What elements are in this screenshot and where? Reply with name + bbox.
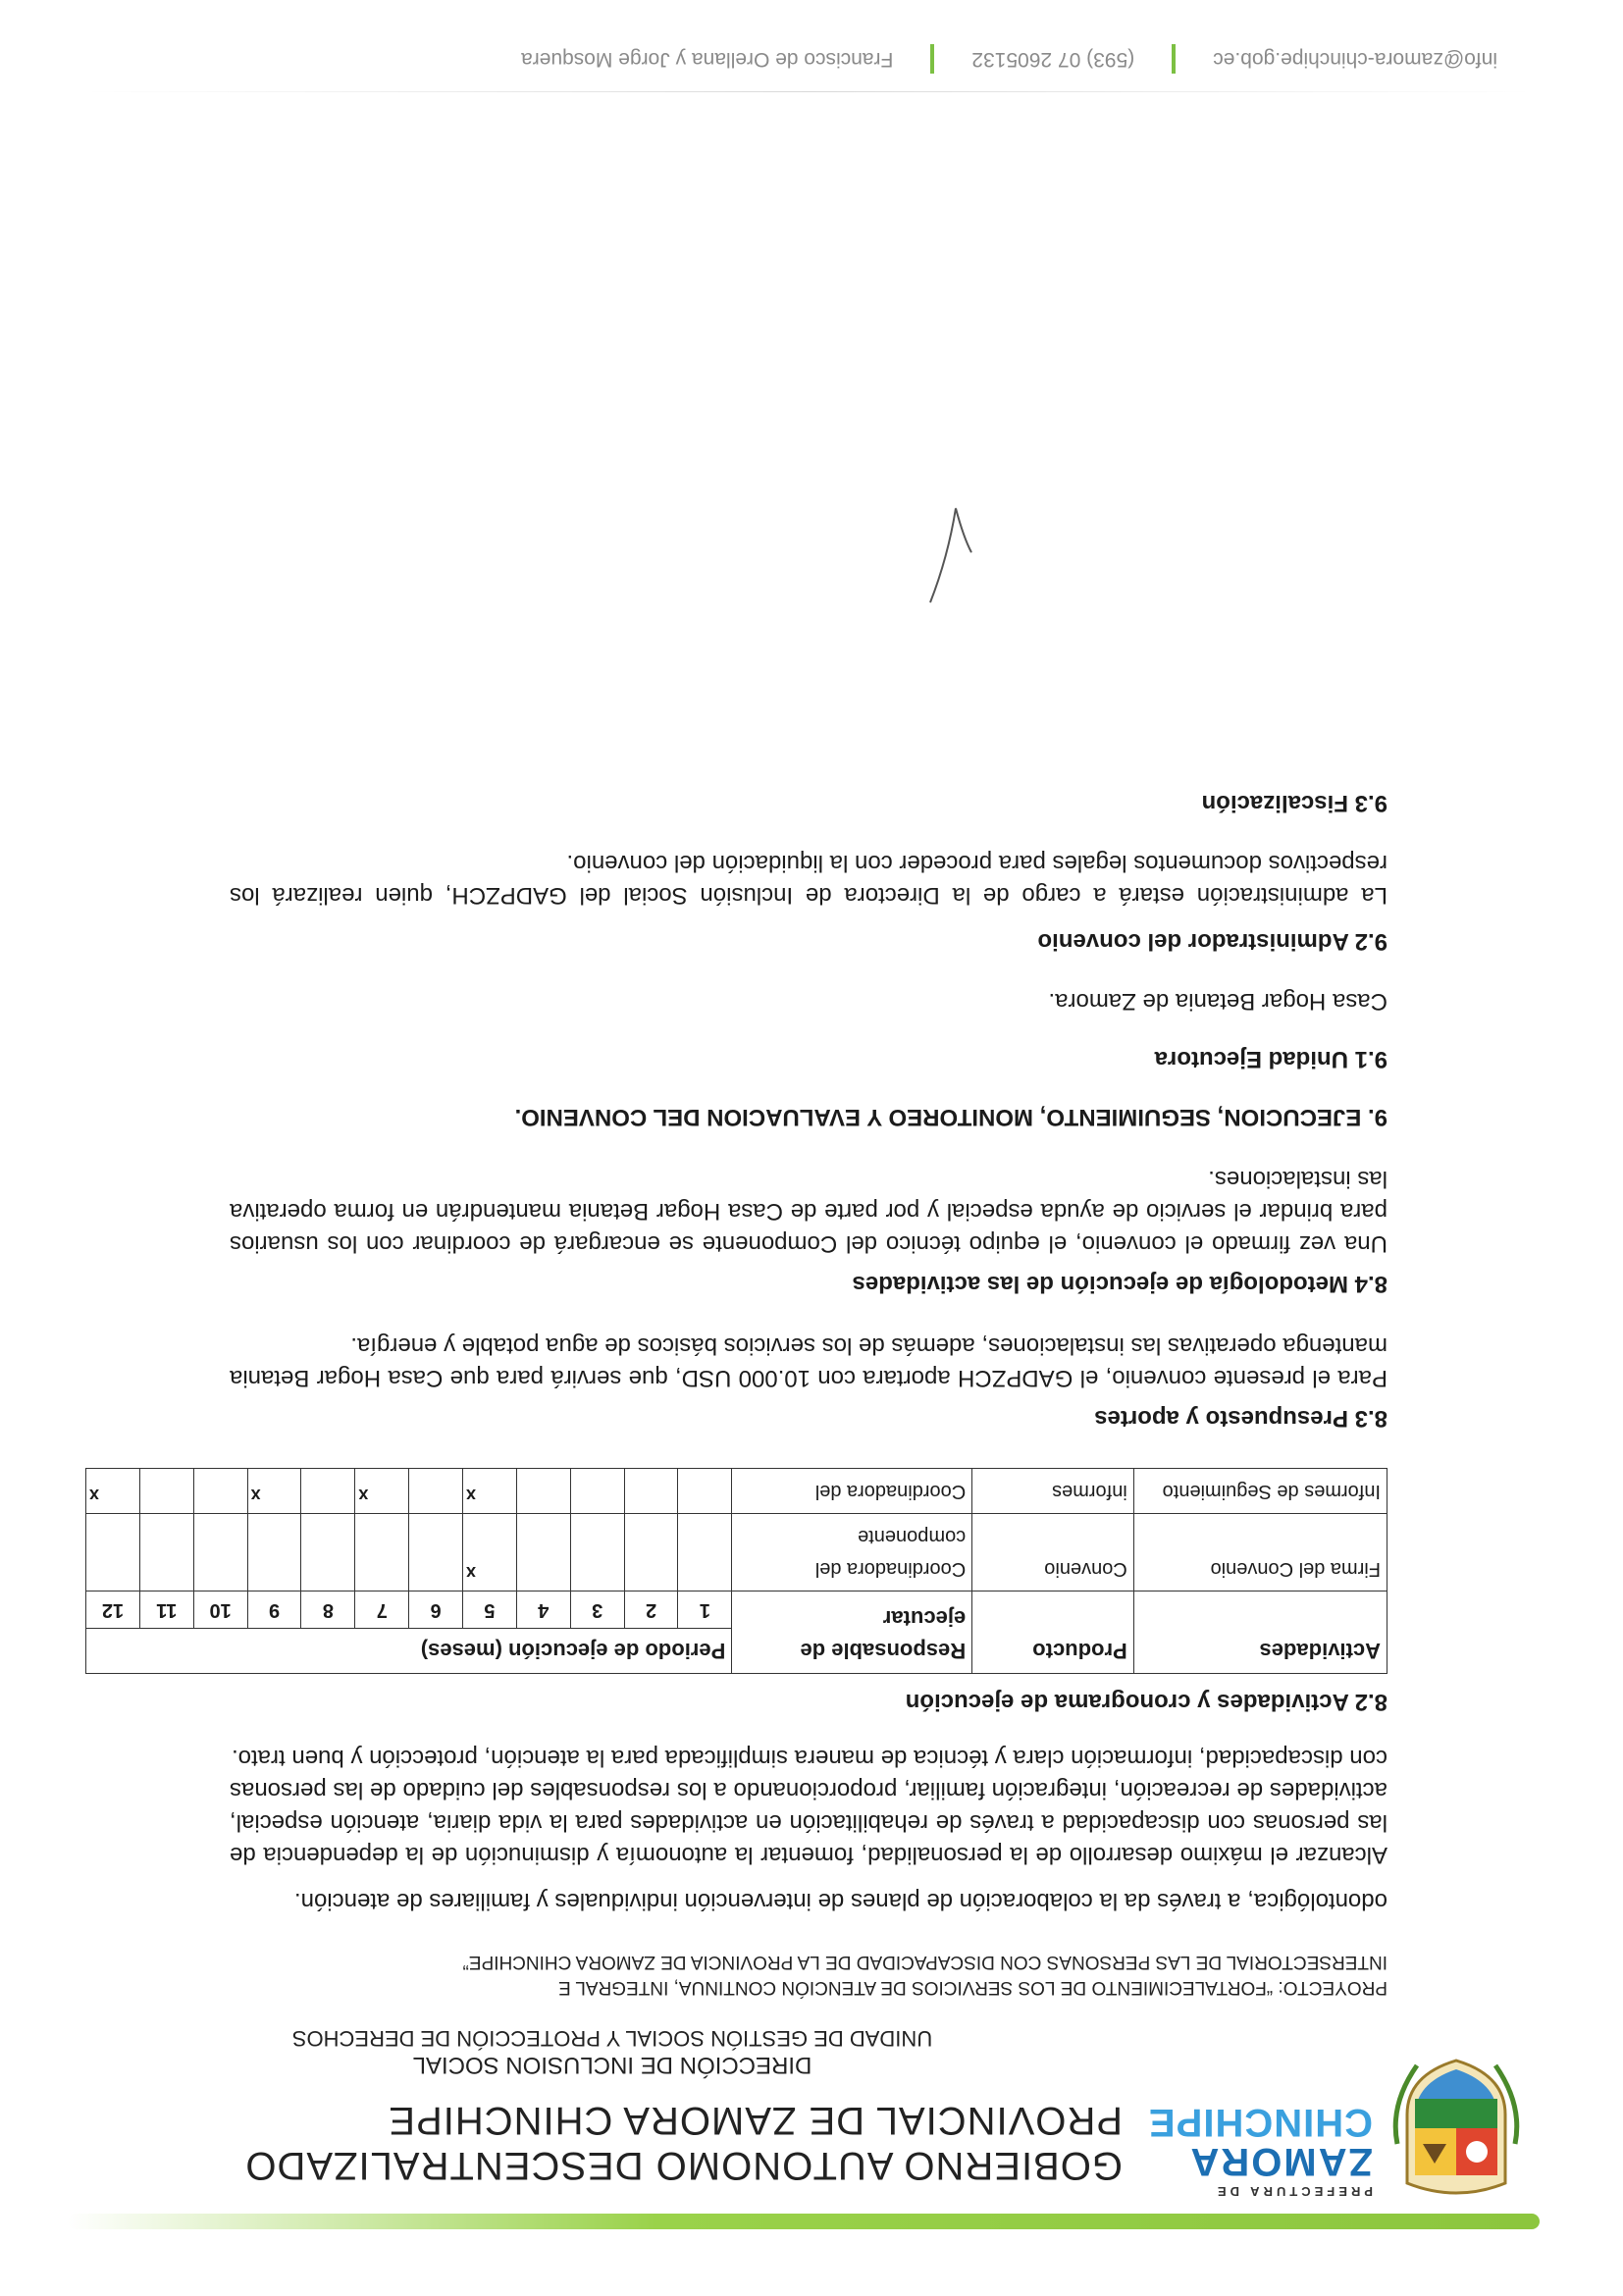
month-mark — [193, 1514, 247, 1592]
footer-separator — [930, 44, 934, 74]
table-header-row — [86, 1629, 1387, 1674]
project-line2: INTERSECTORIAL DE LAS PERSONAS CON DISCAPACIDAD DE LA PROVINCIA DE ZAMORA CHINCHIPE” — [462, 1952, 1387, 1972]
month-mark — [516, 1514, 570, 1592]
government-title: GOBIERNO AUTONOMO DESCENTRALIZADO PROVINCIAL DE ZAMORA CHINCHIPE — [244, 2099, 1123, 2187]
objective-paragraph: Alcanzar el máximo desarrollo de la personalidad, fomentar la autonomía y disminución de la dependencia de las personas con discapacidad a través de rehabilitación en actividades para la vida diaria, atención especial, actividades de recreación, integración familiar, proporcionando a los responsables del cuidado de las personas con discapacidad, información clara y técnica de manera simplificada para la atención, protección y buen trato. — [230, 1745, 1387, 1868]
brand-line2: CHINCHIPE — [1147, 2101, 1373, 2144]
month-mark: x — [247, 1469, 301, 1514]
month-header: 2 — [624, 1592, 678, 1629]
table-row — [86, 1469, 1387, 1514]
month-mark — [409, 1514, 463, 1592]
footer-email: info@zamora-chinchipe.gob.ec — [1213, 48, 1497, 71]
project-line1: PROYECTO: “FORTALECIMIENTO DE LOS SERVICIOS DE ATENCIÓN CONTINUA, INTEGRAL E — [558, 1977, 1387, 1998]
month-mark — [139, 1469, 193, 1514]
month-header: 3 — [570, 1592, 624, 1629]
table-row — [86, 1514, 1387, 1592]
month-mark — [570, 1469, 624, 1514]
month-mark — [678, 1514, 732, 1592]
section-9-2-title: 9.2 Administrador del convenio — [1037, 928, 1387, 955]
sub-header — [73, 2025, 1152, 2078]
month-mark — [86, 1514, 140, 1592]
month-mark — [301, 1514, 355, 1592]
month-mark — [624, 1469, 678, 1514]
month-mark — [193, 1469, 247, 1514]
month-mark — [247, 1514, 301, 1592]
month-header: 9 — [247, 1592, 301, 1629]
section-9-3-title: 9.3 Fiscalización — [1201, 790, 1387, 816]
month-header: 12 — [86, 1592, 140, 1629]
month-mark: x — [463, 1514, 517, 1592]
month-header: 5 — [463, 1592, 517, 1629]
provincial-seal-icon — [1387, 2056, 1525, 2203]
month-mark: x — [463, 1469, 517, 1514]
month-header: 7 — [355, 1592, 409, 1629]
footer-separator — [1172, 44, 1176, 74]
handwritten-check-icon — [926, 503, 975, 606]
footer — [82, 39, 1535, 78]
month-header: 6 — [409, 1592, 463, 1629]
month-header: 4 — [516, 1592, 570, 1629]
section-8-4-text: Una vez firmado el convenio, el equipo técnico del Componente se encargará de coordinar con los usuarios para brindar el servicio de ayuda especial y por parte de Casa Hogar Betania mantendrán en forma operativa las instalaciones. — [230, 1166, 1387, 1257]
header-green-bar — [68, 2214, 1540, 2229]
row-product: Convenio — [972, 1514, 1134, 1592]
month-mark — [301, 1469, 355, 1514]
month-mark: x — [86, 1469, 140, 1514]
month-header: 10 — [193, 1592, 247, 1629]
brand-line1: ZAMORA — [1188, 2140, 1373, 2183]
section-8-4-title: 8.4 Metodología de ejecución de las actividades — [852, 1271, 1387, 1297]
brand-prefix: PREFECTURA DE — [1213, 2184, 1373, 2199]
month-mark — [570, 1514, 624, 1592]
section-8-3-text: Para el presente convenio, el GADPZCH aportara con 10.000 USD, que servirá para que Casa Hogar Betania mantenga operativas las instalaciones, además de los servicios básicos de agua potable y energía. — [230, 1332, 1387, 1391]
month-mark — [409, 1469, 463, 1514]
intro-continuation: odontológica, a través da la colaboración de planes de intervención individuales y familiares de atención. — [293, 1888, 1387, 1914]
row-responsible: Coordinadora del — [732, 1469, 972, 1514]
month-mark — [355, 1514, 409, 1592]
month-mark — [139, 1514, 193, 1592]
section-8-2-title: 8.2 Actividades y cronograma de ejecución — [905, 1689, 1387, 1715]
footer-divider — [82, 91, 1535, 92]
month-mark — [624, 1514, 678, 1592]
section-9-1-title: 9.1 Unidad Ejecutora — [1154, 1046, 1387, 1072]
prefectura-logo — [1147, 2101, 1373, 2199]
project-title — [210, 1949, 1387, 2000]
footer-address: Francisco de Orellana y Jorge Mosquera — [521, 48, 894, 71]
month-mark — [516, 1469, 570, 1514]
month-header: 8 — [301, 1592, 355, 1629]
section-9-title: 9. EJECUCION, SEGUIMIENTO, MONITOREO Y EVALUACION DEL CONVENIO. — [514, 1104, 1387, 1130]
document-content — [89, 787, 1387, 1917]
section-8-3-title: 8.3 Presupuesto y aportes — [1094, 1405, 1387, 1432]
col-responsible: Responsable de ejecutar — [732, 1592, 972, 1674]
row-activity: Informes de Seguimiento — [1133, 1469, 1387, 1514]
unit-title: UNIDAD DE GESTIÓN SOCIAL Y PROTECCIÓN DE DERECHOS — [291, 2026, 933, 2051]
col-activity: Actividades — [1133, 1592, 1387, 1674]
col-product: Producto — [972, 1592, 1134, 1674]
section-9-1-text: Casa Hogar Betania de Zamora. — [1048, 988, 1387, 1015]
month-header: 1 — [678, 1592, 732, 1629]
month-header: 11 — [139, 1592, 193, 1629]
schedule-table — [85, 1468, 1387, 1674]
month-mark: x — [355, 1469, 409, 1514]
col-period: Periodo de ejecución (meses) — [86, 1629, 732, 1674]
section-9-2-text: La administración estará a cargo de la Directora de Inclusión Social del GADPZCH, quien realizará los respectivos documentos legales para proceder con la liquidación del convenio. — [230, 850, 1387, 909]
direction-title: DIRECCIÓN DE INCLUSION SOCIAL — [412, 2052, 812, 2078]
month-mark — [678, 1469, 732, 1514]
row-product: informes — [972, 1469, 1134, 1514]
row-responsible: Coordinadora del componente — [732, 1514, 972, 1592]
footer-phone: (593) 07 2605132 — [971, 48, 1135, 71]
row-activity: Firma del Convenio — [1133, 1514, 1387, 1592]
